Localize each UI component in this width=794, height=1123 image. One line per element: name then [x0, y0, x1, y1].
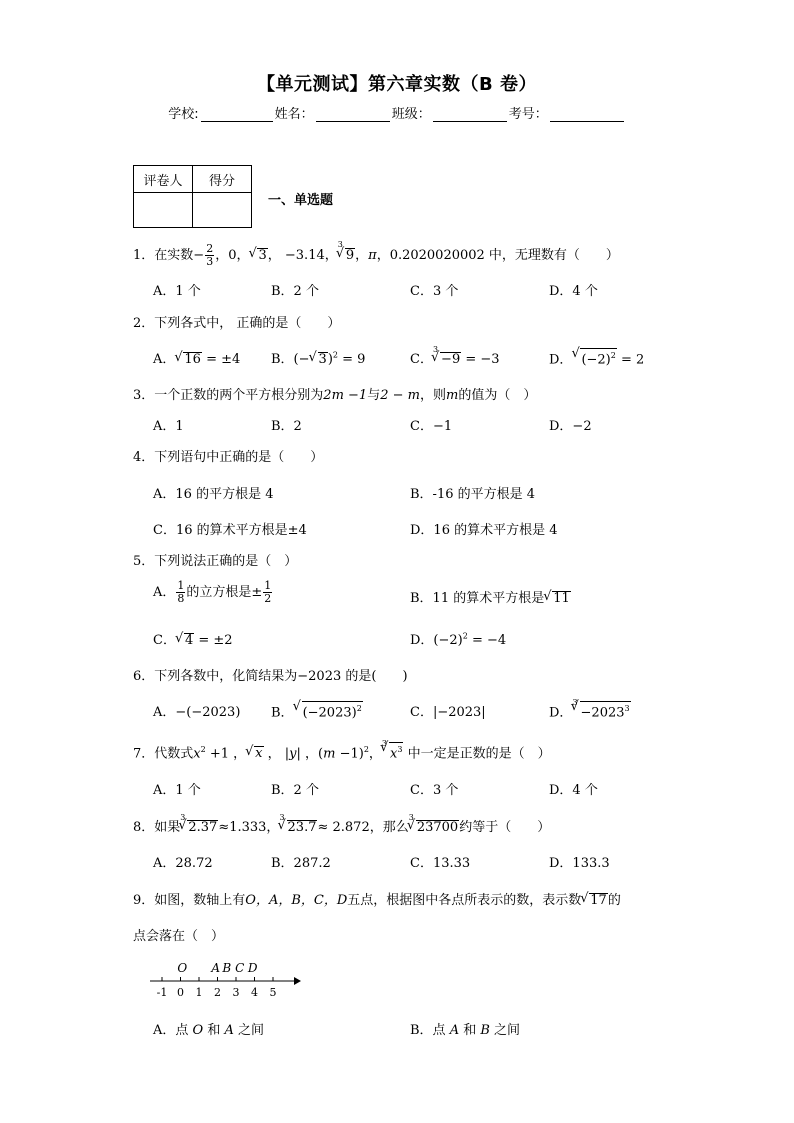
name-label: 姓名： [274, 107, 314, 122]
q8-option-c[interactable]: C．13.33 [410, 856, 471, 871]
q2-option-a[interactable]: A．√ 16 = ±4 [153, 348, 240, 367]
point-label-a: A [211, 961, 220, 975]
q3-option-b[interactable]: B．2 [271, 419, 302, 434]
q7-option-b[interactable]: B．2 个 [271, 783, 319, 798]
score-cell[interactable] [193, 193, 252, 228]
q1-number: 1． [133, 248, 155, 263]
q7-option-d[interactable]: D．4 个 [549, 783, 598, 798]
point-label-d: D [247, 961, 258, 975]
question-1: 1．在实数− $\frac{2}{3}$ ，0，√ 3， −3.14，$^3$√ 9，π，0.2020020002 中，无理数有（ ） [133, 243, 619, 268]
q7-text-2: 中一定是正数的是（ ） [407, 746, 551, 762]
question-7: 7．代数式$x^2 +1$ ，√ x ， |y| ，$(m -1)^2$，$^3$√ $x^3$ 中一定是正数的是（ ） [133, 742, 551, 761]
point-label-b: B [222, 961, 232, 975]
q6-option-a[interactable]: A．−(−2023) [153, 705, 241, 720]
q5-option-d[interactable]: D．$(-2)^2 = -4$ [410, 631, 507, 648]
school-blank[interactable] [201, 109, 273, 122]
axis-tick-label: 0 [177, 986, 184, 999]
student-info-line [0, 103, 794, 122]
cbrt-2-37: √ 2.37 [187, 820, 218, 834]
question-2: 2．下列各式中， 正确的是（ ） [133, 316, 341, 331]
sqrt-17: √ 17 [589, 893, 608, 907]
cbrt-23700: √ 23700 [416, 820, 459, 834]
question-5: 5．下列说法正确的是（ ） [133, 554, 298, 569]
q3-text-3: ，则 [419, 388, 446, 403]
q3-option-a[interactable]: A．1 [153, 419, 184, 434]
question-6: 6．下列各数中，化简结果为−2023 的是( ) [133, 669, 408, 684]
q9-option-a[interactable]: A．点 O 和 A 之间 [153, 1023, 264, 1038]
q8-text-4: 约等于（ ） [459, 820, 551, 835]
point-label-c: C [235, 961, 245, 975]
axis-tick-label: 1 [195, 986, 203, 999]
q7-option-a[interactable]: A．1 个 [153, 783, 201, 798]
exam-number-label: 考号： [508, 107, 548, 122]
cbrt-9: √ 9 [345, 248, 355, 262]
q9-text-3: 的 [607, 893, 621, 908]
question-3 [133, 384, 536, 403]
q9-option-b[interactable]: B．点 A 和 B 之间 [410, 1023, 521, 1038]
q3-expr-1: 2m −1 [323, 388, 368, 403]
q1-text-3: ， −3.14， [267, 248, 338, 263]
number-line-figure [146, 958, 306, 1002]
class-label: 班级： [391, 107, 431, 122]
q4-option-d[interactable]: D．16 的算术平方根是 4 [410, 523, 558, 538]
q1-text-4: ，0.2020020002 中，无理数有（ ） [376, 248, 619, 263]
grader-header: 评卷人 [134, 166, 193, 193]
q3-option-c[interactable]: C．−1 [410, 419, 453, 434]
q8-text: 8．如果 [133, 820, 181, 835]
q4-option-b[interactable]: B．-16 的平方根是 4 [410, 487, 536, 502]
class-blank[interactable] [433, 109, 507, 122]
q6-option-d[interactable]: D．$^3√ -2023^3$ [549, 701, 631, 720]
q6-option-c[interactable]: C．|−2023| [410, 705, 486, 720]
q7-text: 7．代数式 [133, 746, 194, 762]
q5-option-b[interactable]: B．11 的算术平方根是√ 11 [410, 587, 571, 606]
axis-tick-label: 3 [232, 986, 240, 999]
q8-text-3: ≈ 2.872，那么 [317, 820, 409, 835]
q5-option-c[interactable]: C．√ 4 = ±2 [153, 629, 233, 648]
q8-text-2: ≈1.333， [218, 820, 280, 835]
q3-option-d[interactable]: D．−2 [549, 419, 592, 434]
q2-option-b[interactable]: B．(−√ 3)$^2$ = 9 [271, 348, 365, 367]
axis-tick-label: 4 [251, 986, 258, 999]
q5-option-a[interactable]: A． $\frac{1}{8}$ 的立方根是± $\frac{1}{2}$ [153, 579, 272, 605]
section-heading: 一、单选题 [268, 193, 334, 208]
pi-symbol: π [368, 248, 377, 263]
q6-option-b[interactable]: B．√ $(-2023)^2$ [271, 701, 363, 720]
question-9-line-2: 点会落在（ ） [133, 929, 225, 944]
question-4: 4．下列语句中正确的是（ ） [133, 450, 324, 465]
fraction-2-3: $\frac{2}{3}$ [206, 242, 214, 268]
q9-text: 9．如图，数轴上有 [133, 893, 246, 908]
q9-text-2: 五点，根据图中各点所表示的数，表示数 [347, 893, 582, 908]
q3-text-2: 与 [367, 388, 381, 403]
q2-option-d[interactable]: D．√ $(-2)^2 = 2$ [549, 348, 644, 367]
q1-option-a[interactable]: A．1 个 [153, 284, 201, 299]
score-table [133, 165, 252, 228]
q3-number: 3． [133, 388, 155, 403]
point-label-o: O [177, 961, 188, 975]
arrow-right-icon [294, 977, 301, 985]
q1-text-2: ，0， [215, 248, 250, 263]
q9-points: O，A，B，C，D [245, 893, 348, 908]
q8-option-a[interactable]: A．28.72 [153, 856, 213, 871]
axis-tick-label: 5 [269, 986, 277, 999]
question-8: 8．如果$^3$√ 2.37≈1.333，$^3$√ 23.7≈ 2.872，那么$^3$√ 23700约等于（ ） [133, 816, 550, 835]
page-title: 【单元测试】第六章实数（B 卷） [257, 74, 537, 95]
q1-text: 在实数 [154, 248, 194, 263]
q3-text-4: 的值为（ ） [458, 388, 537, 403]
name-blank[interactable] [316, 109, 390, 122]
exam-number-blank[interactable] [550, 109, 624, 122]
q7-option-c[interactable]: C．3 个 [410, 783, 459, 798]
axis-tick-label: 2 [214, 986, 221, 999]
q8-option-b[interactable]: B．287.2 [271, 856, 331, 871]
axis-tick-label: -1 [156, 986, 168, 999]
q1-option-b[interactable]: B．2 个 [271, 284, 319, 299]
q3-expr-2: 2 − m [380, 388, 420, 403]
q1-option-c[interactable]: C．3 个 [410, 284, 459, 299]
question-9 [133, 889, 621, 908]
score-header: 得分 [193, 166, 252, 193]
q2-option-c[interactable]: C．$^3$√ −9 = −3 [410, 348, 500, 367]
q4-option-c[interactable]: C．16 的算术平方根是±4 [153, 523, 307, 538]
q4-option-a[interactable]: A．16 的平方根是 4 [153, 487, 274, 502]
q3-var-m: m [446, 388, 459, 403]
q8-option-d[interactable]: D．133.3 [549, 856, 610, 871]
cbrt-23-7: √ 23.7 [287, 820, 318, 834]
school-label: 学校: [168, 107, 199, 122]
sqrt-3: √ 3 [257, 248, 267, 262]
q3-text: 一个正数的两个平方根分别为 [154, 388, 324, 403]
grader-cell[interactable] [134, 193, 193, 228]
q1-option-d[interactable]: D．4 个 [549, 284, 598, 299]
